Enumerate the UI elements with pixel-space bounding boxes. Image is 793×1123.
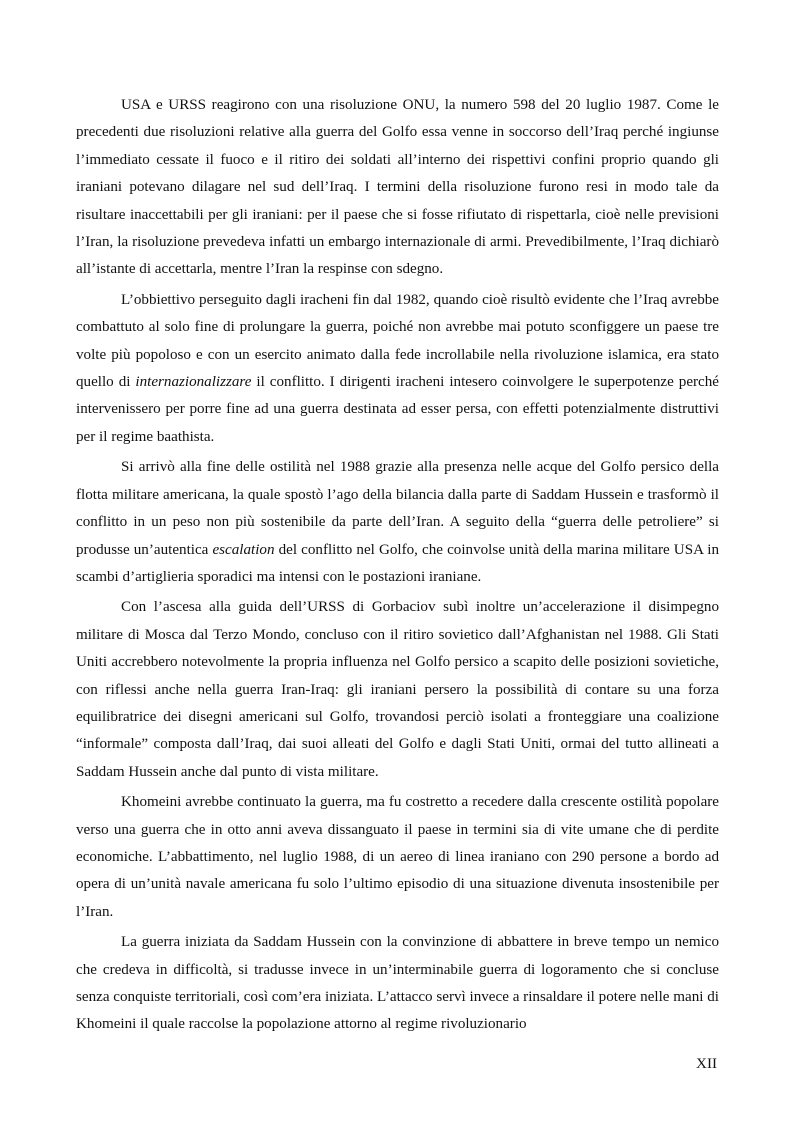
paragraph-6 xyxy=(76,929,719,1039)
paragraph-text: Si arrivò alla fine delle ostilità nel 1988 grazie alla presenza nelle acque del Golfo persico della flotta militare americana, la quale spostò l’ago della bilancia dalla parte di Saddam Hussein e trasformò il conflitto in un peso non più sostenibile da parte dell’Iran. A seguito della “guerra delle petroliere” si produsse un’autentica xyxy=(76,459,719,558)
paragraph-text: La guerra iniziata da Saddam Hussein con la convinzione di abbattere in breve tempo un nemico che credeva in difficoltà, si tradusse invece in un’interminabile guerra di logoramento che si concluse senza conquiste territoriali, così com’era iniziata. L’attacco servì invece a rinsaldare il potere nelle mani di Khomeini il quale raccolse la popolazione attorno al regime rivoluzionario xyxy=(76,934,719,1033)
body-text xyxy=(76,92,719,1042)
paragraph-2 xyxy=(76,287,719,451)
paragraph-text: del conflitto nel Golfo, che coinvolse unità della marina militare USA in scambi d’artiglieria sporadici ma intensi con le postazioni iraniane. xyxy=(76,541,719,585)
italic-term: internazionalizzare xyxy=(135,374,252,391)
paragraph-text: L’obbiettivo perseguito dagli iracheni fin dal 1982, quando cioè risultò evidente che l’Iraq avrebbe combattuto al solo fine di prolungare la guerra, poiché non avrebbe mai potuto sconfiggere un paese tre volte più popoloso e con un esercito animato dalla fede incrollabile nella rivoluzione islamica, era stato quello di xyxy=(76,291,719,391)
italic-term: escalation xyxy=(212,541,275,558)
paragraph-text: USA e URSS reagirono con una risoluzione ONU, la numero 598 del 20 luglio 1987. Come le precedenti due risoluzioni relative alla guerra del Golfo essa venne in soccorso dell’Iraq perché ingiunse l’immediato cessate il fuoco e il ritiro dei soldati all’interno dei rispettivi confini proprio quando gli iraniani potevano dilagare nel sud dell’Iraq. I termini della risoluzione furono resi in modo tale da risultare inaccettabili per gli iraniani: per il paese che si fosse rifiutato di rispettarla, cioè nelle previsioni l’Iran, la risoluzione prevedeva infatti un embargo internazionale di armi. Prevedibilmente, l’Iraq dichiarò all’istante di accettarla, mentre l’Iran la respinse con sdegno. xyxy=(76,97,719,278)
paragraph-3 xyxy=(76,454,719,591)
paragraph-text: il conflitto. I dirigenti iracheni intesero coinvolgere le superpotenze perché intervenissero per porre fine ad una guerra destinata ad esser persa, con effetti potenzialmente distruttivi per il regime baathista. xyxy=(76,374,719,445)
page-number: XII xyxy=(696,1056,717,1072)
paragraph-text: Khomeini avrebbe continuato la guerra, ma fu costretto a recedere dalla crescente ostilità popolare verso una guerra che in otto anni aveva dissanguato il paese in termini sia di vite umane che di perdite economiche. L’abbattimento, nel luglio 1988, di un aereo di linea iraniano con 290 persone a bordo ad opera di un’unità navale americana fu solo l’ultimo episodio di una situazione divenuta insostenibile per l’Iran. xyxy=(76,794,719,920)
paragraph-4 xyxy=(76,594,719,786)
paragraph-5 xyxy=(76,789,719,926)
paragraph-text: Con l’ascesa alla guida dell’URSS di Gorbaciov subì inoltre un’accelerazione il disimpegno militare di Mosca dal Terzo Mondo, concluso con il ritiro sovietico dall’Afghanistan nel 1988. Gli Stati Uniti accrebbero notevolmente la propria influenza nel Golfo persico a scapito delle posizioni sovietiche, con riflessi anche nella guerra Iran-Iraq: gli iraniani persero la possibilità di contare su una forza equilibratrice dei disegni americani sul Golfo, trovandosi perciò isolati a fronteggiare una coalizione “informale” composta dall’Iraq, dai suoi alleati del Golfo e dagli Stati Uniti, ormai del tutto allineati a Saddam Hussein anche dal punto di vista militare. xyxy=(76,599,719,780)
paragraph-1 xyxy=(76,92,719,284)
